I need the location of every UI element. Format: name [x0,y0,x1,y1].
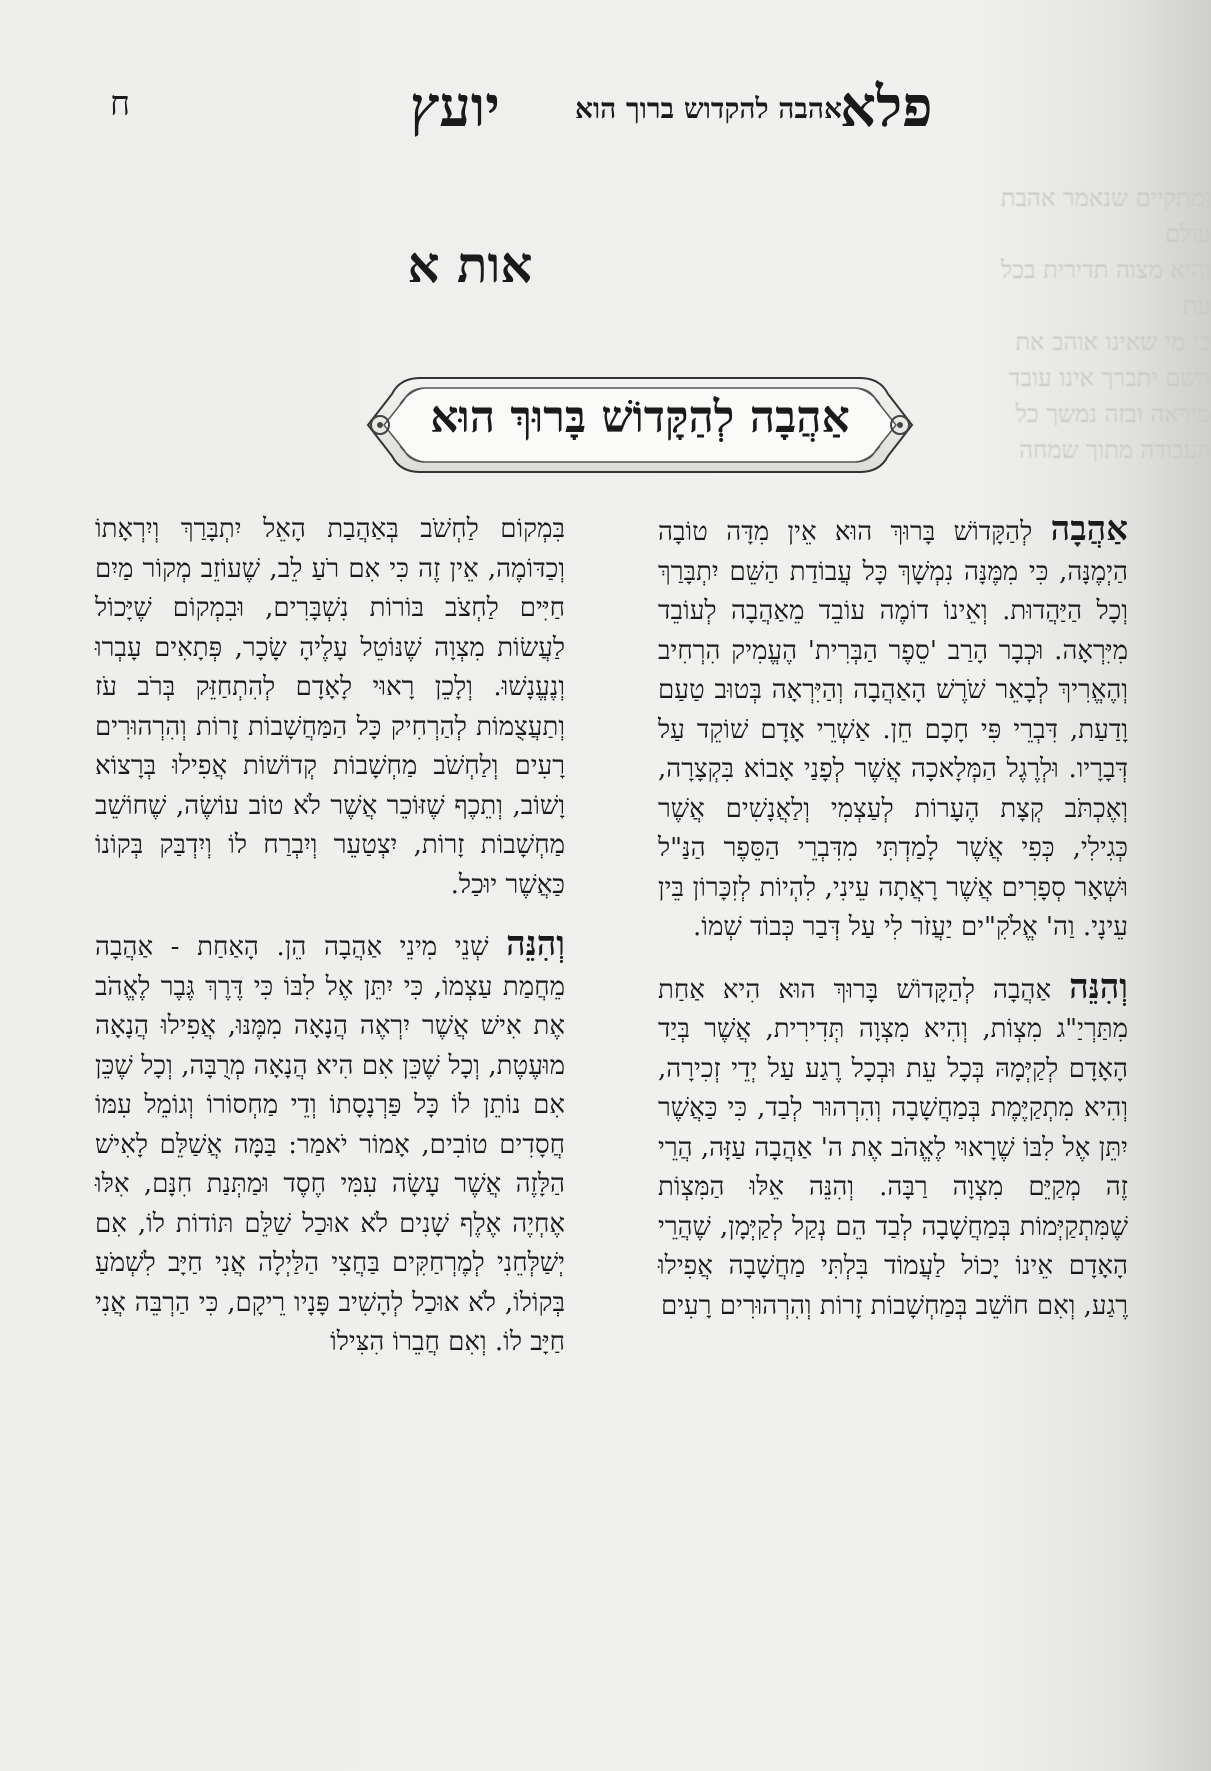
text-column-right [658,510,1128,1346]
running-topic: אהבה להקדוש ברוך הוא [575,92,842,125]
page-number: ח [110,84,131,124]
chapter-title: אַהֲבָה לְהַקָּדוֹשׁ בָּרוּךְ הוּא [430,392,850,443]
section-letter-heading: אות א [407,235,533,294]
paragraph [95,510,565,905]
paragraph-text: שְׁנֵי מִינֵי אַהֲבָה הֵן. הָאַחַת - אַהֲבָה מֵחֲמַת עַצְמוֹ, כִּי יִתֵּן אֶל לִבּוֹ כִּי דֶּרֶךְ גֶּבֶר לֶאֱהֹב אֶת אִישׁ אֲשֶׁר יִרְאֶה הֲנָאָה מִמֶּנּוּ, אֲפִילוּ הֲנָאָה מוּעֶטֶת, וְכָל שֶׁכֵּן אִם הִיא הֲנָאָה מְרֻבָּה, וְכָל שֶׁכֵּן אִם נוֹתֵן לוֹ כָּל פַּרְנָסָתוֹ וְדֵי מַחְסוֹרוֹ וְגוֹמֵל עִמּוֹ חֲסָדִים טוֹבִים, אָמוֹר יֹאמַר: בַּמָּה אֲשַׁלֵּם לָאִישׁ הַלָּזֶה אֲשֶׁר עָשָׂה עִמִּי חֶסֶד וּמַתְּנַת חִנָּם, אִלּוּ אֶחְיֶה אֶלֶף שָׁנִים לֹא אוּכַל שַׁלֵּם תּוֹדוֹת לוֹ, אִם יְשַׁלְּחֵנִי לְמֶרְחַקִּים בַּחֲצִי הַלַּיְלָה אֲנִי חַיָּב לִשְׁמֹעַ בְּקוֹלוֹ, לֹא אוּכַל לְהָשִׁיב פָּנָיו רֵיקָם, כִּי הַרְבֵּה אֲנִי חַיָּב לוֹ. וְאִם חֲבֵרוֹ הִצִּילוֹ [95,932,565,1357]
bleed-through-text: ומתקיים שנאמר אהבת עולם והיא מצוה תדירית בכל עת כי מי שאינו אוהב את השם יתברך אינו עובד מיראה ובזה נמשך כל העבודה מתוך שמחה [1000,184,1211,464]
paragraph-text: אַהֲבָה לְהַקָּדוֹשׁ בָּרוּךְ הוּא הִיא אַחַת מִתַּרְיַ"ג מִצְוֹת, וְהִיא מִצְוָה תְּדִירִית, אֲשֶׁר בְּיַד הָאָדָם לְקַיְּמָהּ בְּכָל עֵת וּבְכָל רֶגַע עַל יְדֵי זְכִירָה, וְהִיא מִתְקַיֶּמֶת בְּמַחֲשָׁבָה וְהִרְהוּר לְבַד, כִּי כַּאֲשֶׁר יִתֵּן אֶל לִבּוֹ שֶׁרָאוּי לֶאֱהֹב אֶת ה' אַהֲבָה עַזָּה, הֲרֵי זֶה מְקַיֵּם מִצְוָה רַבָּה. וְהִנֵּה אֵלּוּ הַמִּצְוֹת שֶׁמִּתְקַיְּמוֹת בְּמַחֲשָׁבָה לְבַד הֵם נְקַל לְקַיְּמָן, שֶׁהֲרֵי הָאָדָם אֵינוֹ יָכוֹל לַעֲמוֹד בִּלְתִּי מַחֲשָׁבָה אֲפִילוּ רֶגַע, וְאִם חוֹשֵׁב בְּמַחְשָׁבוֹת זָרוֹת וְהִרְהוּרִים רָעִים [658,974,1128,1321]
paragraph-text: לְהַקָּדוֹשׁ בָּרוּךְ הוּא אֵין מִדָּה טוֹבָה הַיְמֶנָּה, כִּי מִמֶּנָּה נִמְשָׁךְ כָּל עֲבוֹדַת הַשֵּׁם יִתְבָּרַךְ וְכָל הַיַּהֲדוּת. וְאֵינוֹ דוֹמֶה עוֹבֵד מֵאַהֲבָה לְעוֹבֵד מִיִּרְאָה. וּכְבָר הָרַב 'סֵפֶר הַבְּרִית' הֶעֱמִיק הִרְחִיב וְהֶאֱרִיךְ לְבָאֵר שֹׁרֶשׁ הָאַהֲבָה וְהַיִּרְאָה בְּטוּב טַעַם וָדַעַת, דִּבְרֵי פִּי חָכָם חֵן. אַשְׁרֵי אָדָם שׁוֹקֵד עַל דְּבָרָיו. וּלְרֶגֶל הַמְּלָאכָה אֲשֶׁר לְפָנַי אָבוֹא בִּקְצָרָה, וְאֶכְתֹּב קְצָת הֶעָרוֹת לְעַצְמִי וְלַאֲנָשִׁים אֲשֶׁר כְּגִילִי, כְּפִי אֲשֶׁר לָמַדְתִּי מִדִּבְרֵי הַסֵּפֶר הַנַּ"ל וּשְׁאָר סְפָרִים אֲשֶׁר רָאֲתָה עֵינִי, לִהְיוֹת לְזִכָּרוֹן בֵּין עֵינָי. וַה' אֱלֹקִ"ים יַעֲזֹר לִי עַל דְּבַר כְּבוֹד שְׁמוֹ. [658,517,1128,942]
paragraph [658,968,1128,1327]
text-column-left [95,510,565,1383]
chapter-banner [360,370,920,480]
opening-word: אַהֲבָה [1050,509,1129,549]
book-title-part-2: יועץ [410,74,500,140]
opening-word: וְהִנֵּה [506,924,566,964]
opening-word: וְהִנֵּה [1069,966,1129,1007]
paragraph [658,510,1128,948]
paragraph-text: בִּמְקוֹם לַחְשֹׁב בְּאַהֲבַת הָאֵל יִתְבָּרַךְ וְיִרְאָתוֹ וְכַדּוֹמֶה, אֵין זֶה כִּי אִם רֹעַ לֵב, שֶׁעוֹזֵב מְקוֹר מַיִם חַיִּים לַחְצֹב בּוֹרוֹת נִשְׁבָּרִים, וּבִמְקוֹם שֶׁיָּכוֹל לַעֲשׂוֹת מִצְוָה שֶׁנּוֹטֵל עָלֶיהָ שָׂכָר, פְּתָאִים עָבְרוּ וְנֶעֱנָשׁוּ. וְלָכֵן רָאוּי לָאָדָם לְהִתְחַזֵּק בְּרֹב עֹז וְתַעֲצֻמוֹת לְהַרְחִיק כָּל הַמַּחֲשָׁבוֹת זָרוֹת וְהִרְהוּרִים רָעִים וְלַחְשֹׁב מַחְשָׁבוֹת קְדוֹשׁוֹת אֲפִילוּ בְּרָצוֹא וָשׁוֹב, וְתֵכֶף שֶׁזּוֹכֵר אֲשֶׁר לֹא טוֹב עוֹשֶׂה, שֶׁחוֹשֵׁב מַחְשָׁבוֹת זָרוֹת, יִצְטַעֵר וְיִבְרַח לוֹ וְיִדְבַּק בְּקוֹנוֹ כַּאֲשֶׁר יוּכַל. [95,514,565,900]
running-header [110,74,950,140]
book-title-part-1: פלא [840,74,933,140]
paragraph [95,925,565,1363]
